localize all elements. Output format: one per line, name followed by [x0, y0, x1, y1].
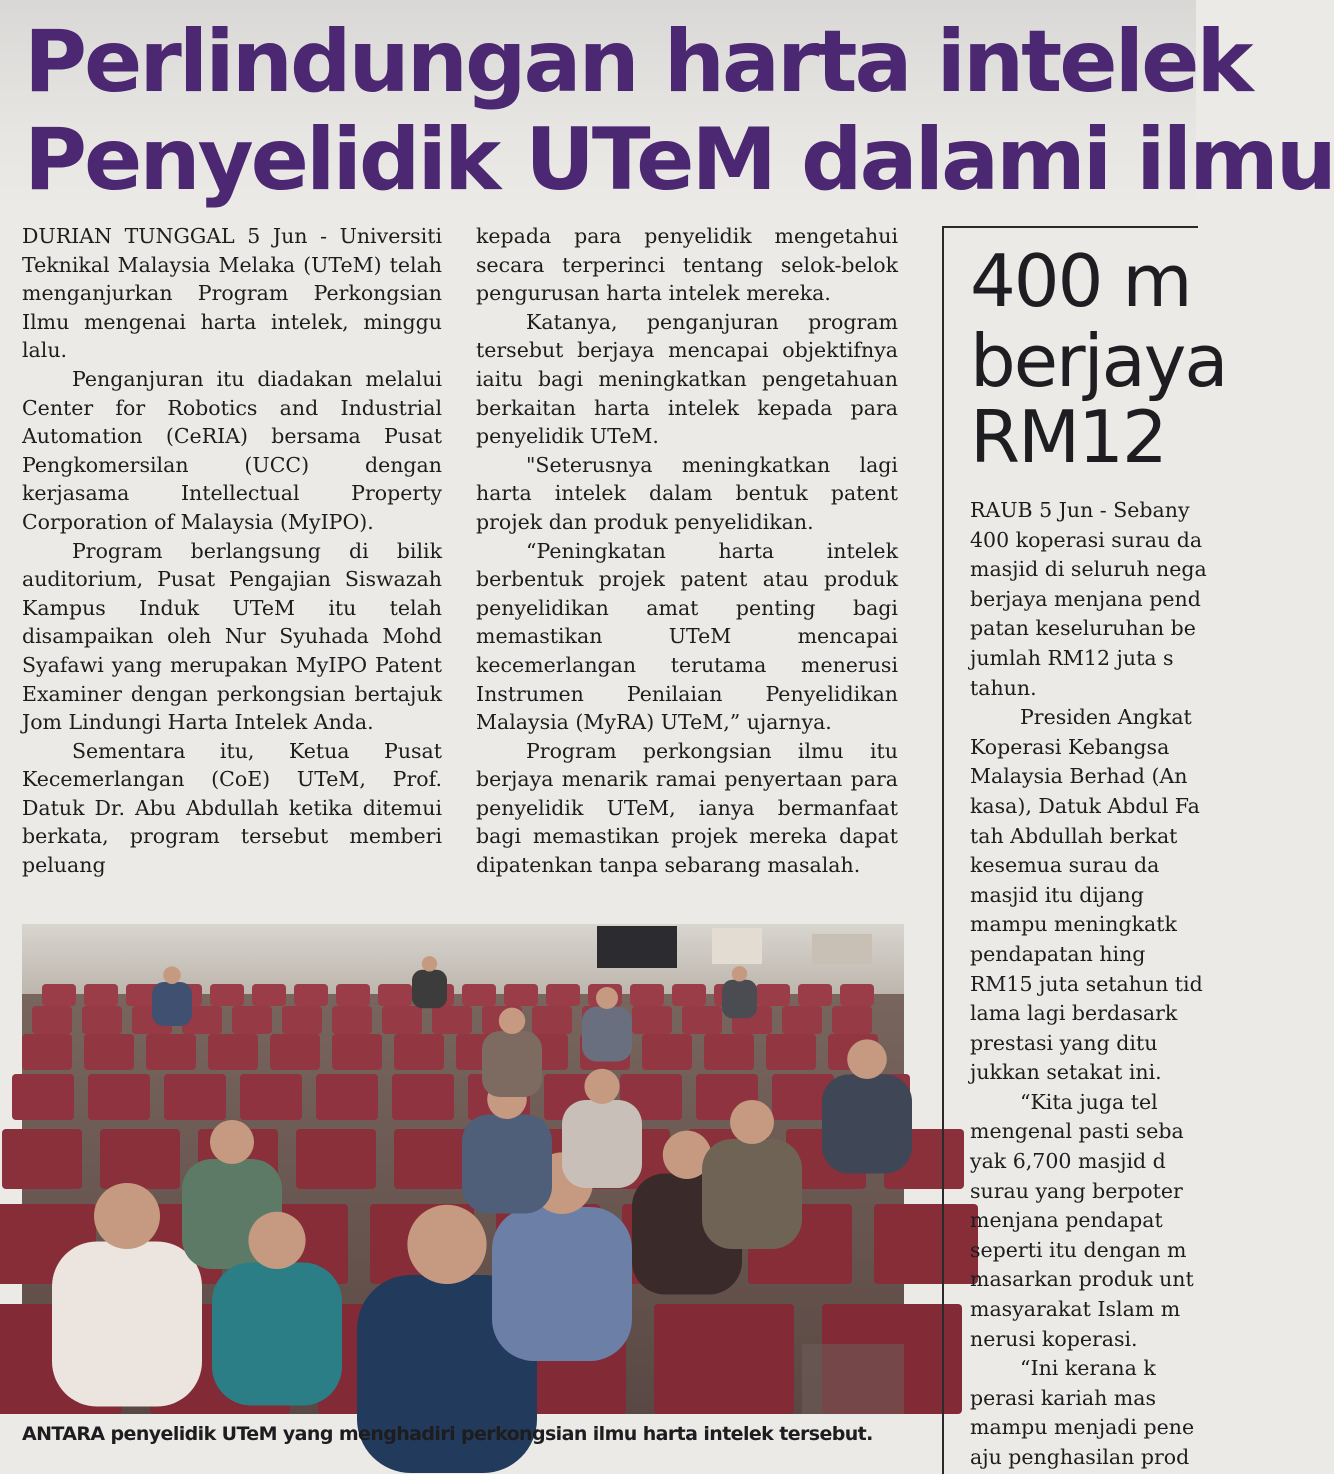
auditorium-seat: [84, 1034, 134, 1070]
auditorium-seat: [630, 984, 664, 1006]
auditorium-seat: [164, 1074, 226, 1120]
audience-member-head: [163, 966, 181, 984]
auditorium-seat: [766, 1034, 816, 1070]
article-column-2: [476, 222, 898, 880]
side-article-line: pendapatan hing: [970, 941, 1146, 966]
side-article-line: Malaysia Berhad (An: [970, 764, 1188, 789]
auditorium-seat: [546, 984, 580, 1006]
audience-member-body: [822, 1075, 912, 1174]
audience-member-head: [94, 1183, 160, 1249]
side-headline-line-1: 400 m: [970, 239, 1191, 323]
side-article-body: [970, 496, 1208, 1473]
audience-member-head: [210, 1120, 254, 1164]
side-article-line: masyarakat Islam m: [970, 1297, 1181, 1322]
audience-member-head: [847, 1039, 887, 1079]
audience-member-head: [499, 1008, 525, 1034]
side-article-line: berjaya menjana pend: [970, 586, 1201, 611]
auditorium-seat: [798, 984, 832, 1006]
auditorium-seat: [282, 1006, 322, 1034]
auditorium-photo-illustration: [22, 924, 904, 1414]
auditorium-seat: [316, 1074, 378, 1120]
auditorium-seat: [240, 1074, 302, 1120]
side-article-line: perasi kariah mas: [970, 1385, 1156, 1410]
auditorium-seat: [672, 984, 706, 1006]
paragraph: Penganjuran itu diadakan melalui Center for Robotics and Industrial Automation (CeRIA) bersama Pusat Pengkomersilan (UCC) dengan kerjasama Intellectual Property Corporation of Malaysia (MyIPO).: [22, 366, 442, 534]
side-article-line: masarkan produk unt: [970, 1267, 1194, 1292]
photo-caption: ANTARA penyelidik UTeM yang menghadiri perkongsian ilmu harta intelek tersebut.: [22, 1423, 873, 1445]
auditorium-seat: [332, 1006, 372, 1034]
side-article-line: aju penghasilan prod: [970, 1445, 1190, 1469]
side-article-line: kesemua surau da: [970, 853, 1160, 878]
side-article-line: “Kita juga tel: [1020, 1089, 1158, 1114]
paragraph: "Seterusnya meningkatkan lagi harta intelek dalam bentuk patent projek dan produk penyelidikan.: [476, 452, 898, 534]
auditorium-seat: [296, 1129, 376, 1189]
audience-member-body: [412, 970, 447, 1009]
auditorium-seat: [42, 984, 76, 1006]
article-column-1: [22, 222, 442, 880]
auditorium-seat: [332, 1034, 382, 1070]
audience-member-head: [732, 966, 747, 981]
side-article-line: “Ini kerana k: [1020, 1356, 1156, 1381]
side-article-line: lama lagi berdasark: [970, 1001, 1178, 1026]
side-article-line: nerusi koperasi.: [970, 1326, 1138, 1351]
audience-member-body: [722, 980, 757, 1019]
side-article-line: jukkan setakat ini.: [970, 1060, 1162, 1085]
side-article-line: yak 6,700 masjid d: [970, 1149, 1166, 1174]
auditorium-seat: [392, 1074, 454, 1120]
paragraph: Program berlangsung di bilik auditorium, Pusat Pengajian Siswazah Kampus Induk UTeM itu telah disampaikan oleh Nur Syuhada Mohd Syafawi yang merupakan MyIPO Patent Examiner dengan perkongsian bertajuk Jom Lindungi Harta Intelek Anda.: [22, 538, 442, 735]
auditorium-seat: [462, 984, 496, 1006]
audience-member-head: [407, 1205, 486, 1284]
side-article-line: Presiden Angkat: [1020, 705, 1192, 730]
paragraph: kepada para penyelidik mengetahui secara terperinci tentang selok-belok pengurusan harta intelek mereka.: [476, 224, 898, 306]
side-headline-line-3: RM12: [970, 395, 1166, 479]
auditorium-seat: [232, 1006, 272, 1034]
side-article-line: tah Abdullah berkat: [970, 823, 1178, 848]
audience-member-body: [482, 1031, 542, 1097]
auditorium-seat: [146, 1034, 196, 1070]
audience-member-head: [730, 1100, 774, 1144]
audience-member-body: [582, 1007, 632, 1062]
auditorium-seat: [294, 984, 328, 1006]
paragraph: Katanya, penganjuran program tersebut berjaya mencapai objektifnya iaitu bagi meningkatkan pengetahuan berkaitan harta intelek kepada para penyelidik UTeM.: [476, 309, 898, 449]
auditorium-seat: [82, 1006, 122, 1034]
auditorium-seat: [32, 1006, 72, 1034]
auditorium-seat: [532, 1006, 572, 1034]
paragraph: “Peningkatan harta intelek berbentuk projek patent atau produk penyelidikan amat penting bagi memastikan UTeM mencapai kecemerlangan terutama menerusi Instrumen Penilaian Penyelidikan Malaysia (MyRA) UTeM,” ujarnya.: [476, 538, 898, 735]
audience-member-body: [702, 1139, 802, 1249]
auditorium-seat: [782, 1006, 822, 1034]
auditorium-seat: [704, 1034, 754, 1070]
auditorium-seat: [394, 1034, 444, 1070]
side-article-line: jumlah RM12 juta s: [970, 645, 1174, 670]
auditorium-seat: [504, 984, 538, 1006]
auditorium-seat: [756, 984, 790, 1006]
audience-member-body: [562, 1100, 642, 1188]
auditorium-seat: [682, 1006, 722, 1034]
side-article-line: mampu meningkatk: [970, 912, 1177, 937]
auditorium-seat: [832, 1006, 872, 1034]
auditorium-seat: [654, 1304, 794, 1414]
auditorium-seat: [840, 984, 874, 1006]
auditorium-seat: [88, 1074, 150, 1120]
paragraph: Sementara itu, Ketua Pusat Kecemerlangan (CoE) UTeM, Prof. Datuk Dr. Abu Abdullah ketika ditemui berkata, program tersebut memberi peluang: [22, 738, 442, 878]
side-headline-line-2: berjaya: [970, 319, 1227, 403]
side-article-line: mengenal pasti seba: [970, 1119, 1184, 1144]
side-article-line: tahun.: [970, 675, 1037, 700]
side-article-line: patan keseluruhan be: [970, 616, 1196, 641]
audience-member-head: [584, 1069, 619, 1104]
side-article-line: surau yang berpoter: [970, 1178, 1183, 1203]
auditorium-seat: [210, 984, 244, 1006]
auditorium-photo: [22, 924, 904, 1414]
audience-member-head: [596, 987, 618, 1009]
audience-member-body: [212, 1263, 342, 1406]
side-article-line: Koperasi Kebangsa: [970, 734, 1170, 759]
audience-member-body: [492, 1207, 632, 1361]
headline-line-1: Perlindungan harta intelek: [24, 12, 1251, 112]
paragraph: DURIAN TUNGGAL 5 Jun - Universiti Teknikal Malaysia Melaka (UTeM) telah menganjurkan Program Perkongsian Ilmu mengenai harta intelek, minggu lalu.: [22, 224, 442, 363]
side-article-line: masjid di seluruh nega: [970, 557, 1207, 582]
auditorium-seat: [432, 1006, 472, 1034]
auditorium-seat: [336, 984, 370, 1006]
auditorium-seat: [270, 1034, 320, 1070]
side-article-line: seperti itu dengan m: [970, 1237, 1187, 1262]
side-article-line: RM15 juta setahun tid: [970, 971, 1203, 996]
auditorium-seat: [632, 1006, 672, 1034]
headline-line-2: Penyelidik UTeM dalami ilmu: [24, 110, 1334, 210]
audience-member-body: [462, 1115, 552, 1214]
auditorium-seat: [100, 1129, 180, 1189]
auditorium-seat: [642, 1034, 692, 1070]
side-article-line: 400 koperasi surau da: [970, 527, 1203, 552]
side-article-line: masjid itu dijang: [970, 882, 1144, 907]
side-article-line: prestasi yang ditu: [970, 1030, 1158, 1055]
audience-member-body: [152, 982, 192, 1026]
auditorium-seat: [378, 984, 412, 1006]
auditorium-seat: [12, 1074, 74, 1120]
audience-member-head: [422, 956, 437, 971]
paragraph: Program perkongsian ilmu itu berjaya menarik ramai penyertaan para penyelidik UTeM, ianya bermanfaat bagi memastikan projek mereka dapat dipatenkan tanpa sebarang masalah.: [476, 738, 898, 878]
side-article-line: mampu menjadi pene: [970, 1415, 1195, 1440]
audience-member-body: [52, 1242, 202, 1407]
side-article: [942, 226, 1227, 1474]
audience-member-head: [248, 1212, 305, 1269]
auditorium-seat: [208, 1034, 258, 1070]
auditorium-seat: [382, 1006, 422, 1034]
side-article-line: kasa), Datuk Abdul Fa: [970, 793, 1200, 818]
side-article-line: RAUB 5 Jun - Sebany: [970, 498, 1190, 522]
auditorium-seat: [84, 984, 118, 1006]
auditorium-seat: [2, 1129, 82, 1189]
side-article-line: menjana pendapat: [970, 1208, 1163, 1233]
auditorium-seat: [22, 1034, 72, 1070]
auditorium-seat: [252, 984, 286, 1006]
